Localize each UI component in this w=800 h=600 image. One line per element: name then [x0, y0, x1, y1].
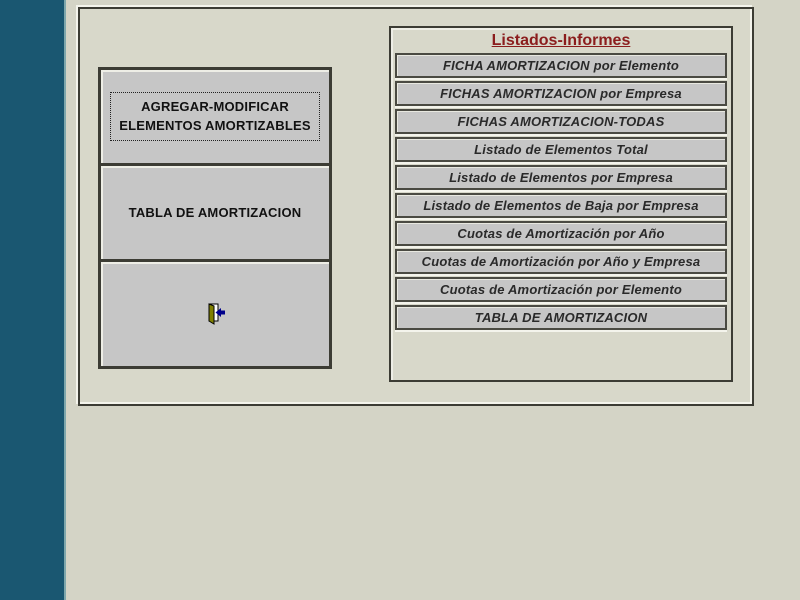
main-panel [78, 7, 754, 406]
list-button-cuotas-amortizacion-por-ano[interactable]: Cuotas de Amortización por Año [395, 221, 727, 246]
sidebar-accent-bar [0, 0, 66, 600]
list-button-tabla-de-amortizacion[interactable]: TABLA DE AMORTIZACION [395, 305, 727, 330]
list-button-cuotas-amortizacion-por-elemento[interactable]: Cuotas de Amortización por Elemento [395, 277, 727, 302]
list-button-listado-elementos-por-empresa[interactable]: Listado de Elementos por Empresa [395, 165, 727, 190]
agregar-modificar-button[interactable] [101, 70, 329, 163]
agregar-modificar-label-line1: AGREGAR-MODIFICAR [141, 99, 289, 115]
list-button-listado-elementos-total[interactable]: Listado de Elementos Total [395, 137, 727, 162]
exit-button[interactable] [101, 259, 329, 366]
list-button-fichas-amortizacion-por-empresa[interactable]: FICHAS AMORTIZACION por Empresa [395, 81, 727, 106]
agregar-modificar-label [110, 92, 319, 140]
listados-informes-title: Listados-Informes [491, 32, 631, 49]
list-button-fichas-amortizacion-todas[interactable]: FICHAS AMORTIZACION-TODAS [395, 109, 727, 134]
list-button-ficha-amortizacion-por-elemento[interactable]: FICHA AMORTIZACION por Elemento [395, 53, 727, 78]
exit-door-icon [202, 301, 228, 327]
list-button-listado-elementos-baja-por-empresa[interactable]: Listado de Elementos de Baja por Empresa [395, 193, 727, 218]
listados-informes-group [389, 26, 733, 382]
agregar-modificar-label-line2: ELEMENTOS AMORTIZABLES [119, 117, 311, 133]
list-button-cuotas-amortizacion-por-ano-y-empresa[interactable]: Cuotas de Amortización por Año y Empresa [395, 249, 727, 274]
listados-button-list [391, 53, 731, 330]
tabla-amortizacion-button[interactable] [101, 163, 329, 259]
tabla-amortizacion-label: TABLA DE AMORTIZACION [128, 205, 302, 220]
left-menu [98, 67, 332, 369]
